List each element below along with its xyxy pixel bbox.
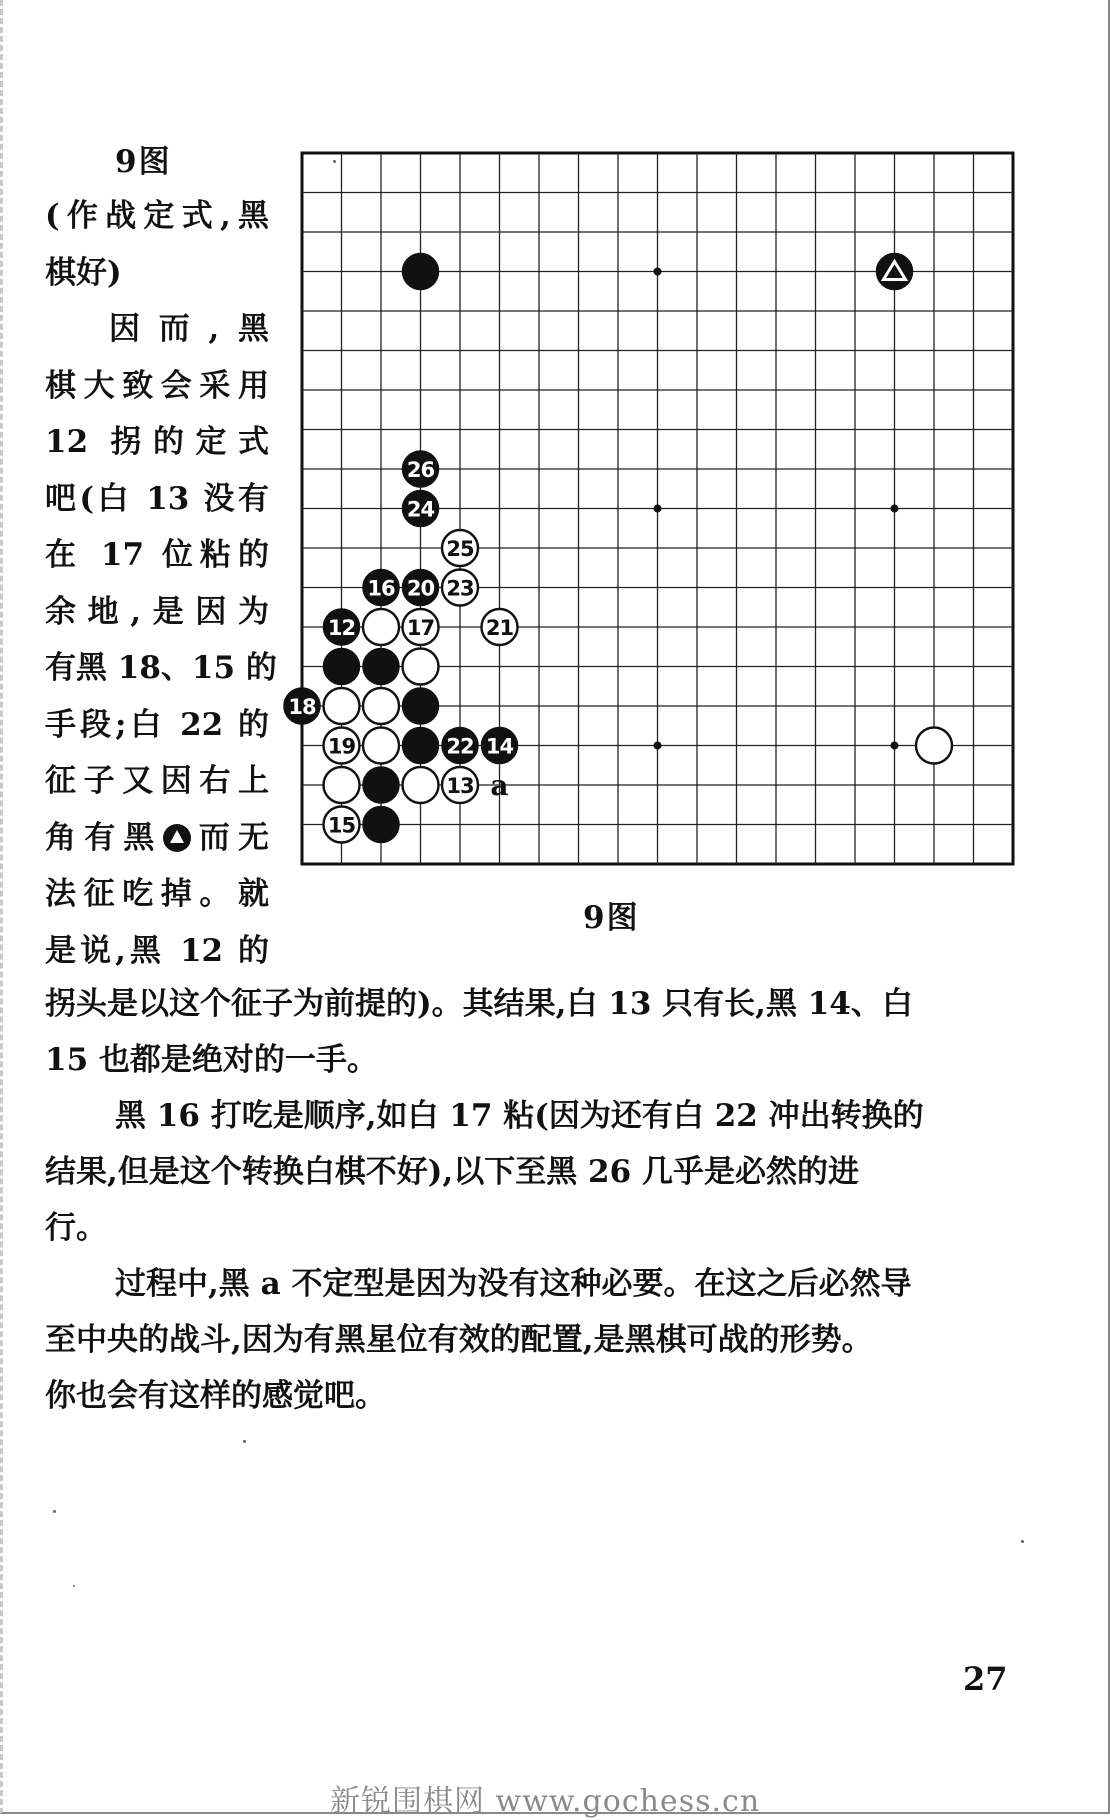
- stone-move-number: 26: [406, 458, 435, 482]
- body-paragraph-3: [45, 1256, 1045, 1424]
- stone-move-number: 17: [406, 616, 435, 640]
- print-speck: [53, 1510, 56, 1513]
- side-line: 征子又因右上: [45, 763, 269, 799]
- go-board-diagram: [288, 152, 1017, 868]
- stone-move-number: 14: [485, 734, 514, 759]
- body-line: 行。: [45, 1210, 107, 1246]
- figure-title: 9图: [115, 144, 172, 180]
- star-point: [654, 742, 662, 750]
- side-line: 余地,是因为: [45, 593, 269, 630]
- star-point: [891, 505, 899, 513]
- side-line-with-mark: [45, 810, 269, 867]
- side-line-part: 而无: [190, 819, 270, 856]
- white-stone: [324, 767, 360, 803]
- body-paragraph-1: [45, 976, 1045, 1088]
- watermark-footer: 新锐围棋网 www.gochess.cn: [330, 1784, 761, 1819]
- print-speck: [333, 160, 336, 163]
- body-line: 结果,但是这个转换白棋不好),以下至黑 26 几乎是必然的进: [45, 1154, 859, 1190]
- side-line: 因而,黑: [109, 311, 269, 347]
- white-stone: [363, 728, 399, 764]
- stone-move-number: 20: [406, 576, 435, 601]
- stone-move-number: 13: [446, 774, 474, 798]
- side-line-part: 角有黑: [45, 819, 163, 856]
- white-stone: [403, 767, 439, 803]
- stone-move-number: 22: [446, 734, 474, 759]
- stone-move-number: 24: [406, 497, 435, 522]
- stone-move-number: 16: [367, 576, 395, 601]
- side-line: 吧(白 13 没有: [45, 480, 269, 517]
- side-line: 有黑 18、15 的: [45, 650, 277, 686]
- white-stone: [363, 688, 399, 724]
- body-paragraph-2: [45, 1088, 1045, 1256]
- star-point: [654, 268, 662, 276]
- side-line: 棋大致会采用: [45, 367, 269, 404]
- side-line: (作战定式,黑: [45, 198, 269, 234]
- side-column-text: [45, 188, 277, 979]
- white-stone: [916, 728, 952, 764]
- stone-move-number: 23: [446, 576, 474, 601]
- body-line: 黑 16 打吃是顺序,如白 17 粘(因为还有白 22 冲出转换的: [115, 1098, 924, 1134]
- body-line: 你也会有这样的感觉吧。: [45, 1378, 386, 1414]
- side-line: 棋好): [45, 254, 122, 291]
- star-point: [891, 742, 899, 750]
- black-stone: [363, 807, 399, 843]
- stone-move-number: 12: [327, 616, 356, 640]
- black-stone: [363, 767, 399, 803]
- side-line: 法征吃掉。就: [45, 876, 269, 912]
- print-speck: [73, 1585, 75, 1587]
- black-stone: [403, 728, 439, 764]
- body-line: 至中央的战斗,因为有黑星位有效的配置,是黑棋可战的形势。: [45, 1322, 873, 1358]
- white-stone: [403, 649, 439, 685]
- black-stone: [403, 254, 439, 290]
- side-line: 在 17 位粘的: [45, 537, 269, 573]
- black-stone: [324, 649, 360, 685]
- star-point: [654, 505, 662, 513]
- figure-caption: 9图: [583, 900, 640, 936]
- page-number: 27: [963, 1660, 1008, 1698]
- print-speck: [243, 1440, 246, 1443]
- side-line: 12 拐的定式: [45, 424, 269, 460]
- black-stone: [403, 688, 439, 724]
- body-line: 过程中,黑 a 不定型是因为没有这种必要。在这之后必然导: [115, 1266, 912, 1302]
- black-triangle-stone-icon: [163, 824, 191, 852]
- point-label-a: a: [490, 769, 509, 802]
- stone-move-number: 21: [485, 616, 514, 640]
- side-line: 是说,黑 12 的: [45, 932, 269, 969]
- go-board-svg: [288, 152, 1017, 868]
- white-stone: [324, 688, 360, 724]
- stone-move-number: 15: [327, 813, 356, 838]
- stone-move-number: 19: [327, 734, 356, 759]
- side-line: 手段;白 22 的: [45, 706, 269, 743]
- body-line: 拐头是以这个征子为前提的)。其结果,白 13 只有长,黑 14、白: [45, 986, 913, 1022]
- body-line: 15 也都是绝对的一手。: [45, 1042, 378, 1078]
- white-stone: [363, 609, 399, 645]
- stone-move-number: 18: [288, 695, 316, 719]
- print-speck: [1021, 1540, 1024, 1543]
- stone-move-number: 25: [446, 537, 474, 561]
- black-stone: [363, 649, 399, 685]
